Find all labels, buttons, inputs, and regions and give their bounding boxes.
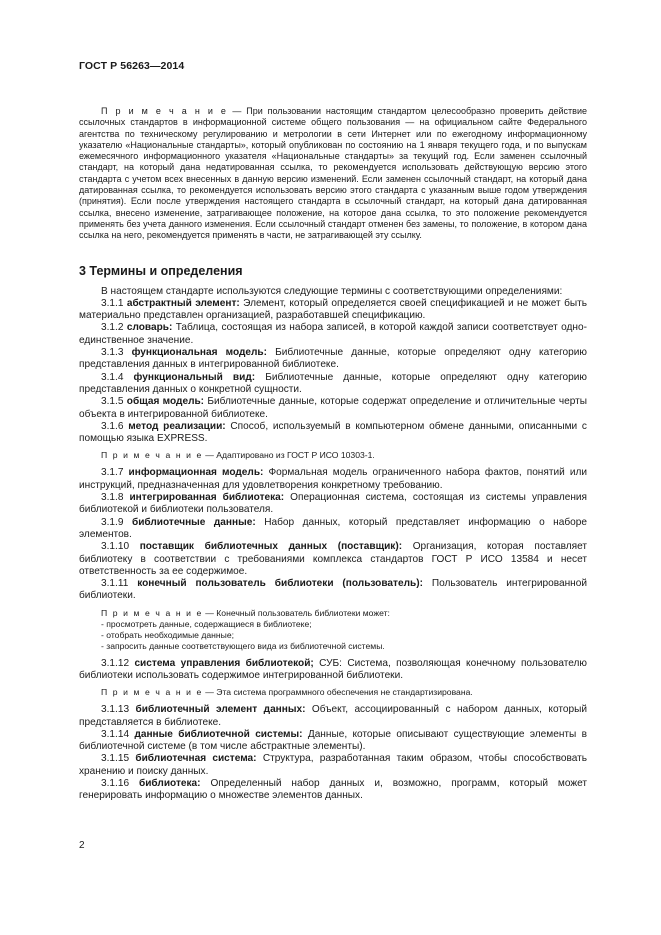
term-name: поставщик библиотечных данных (поставщик): bbox=[139, 541, 403, 553]
term-number: 3.1.14 bbox=[101, 728, 135, 740]
term-definition: Структура, разработанная таким образом, чтобы способствовать хранению и поиску данных. bbox=[79, 753, 587, 777]
term-definition: Объект, ассоциированный с набором данных, который представляется в библиотеке. bbox=[79, 704, 587, 728]
term-number: 3.1.15 bbox=[101, 753, 136, 765]
note-label: П р и м е ч а н и е bbox=[101, 687, 203, 698]
term-number: 3.1.5 bbox=[101, 396, 127, 408]
term-entry bbox=[79, 467, 587, 492]
term-name: библиотечный элемент данных: bbox=[135, 704, 306, 716]
term-note bbox=[79, 687, 587, 698]
term-entry bbox=[79, 298, 587, 323]
term-entry bbox=[79, 322, 587, 347]
term-number: 3.1.11 bbox=[101, 578, 138, 590]
term-name: словарь: bbox=[126, 322, 173, 334]
term-name: абстрактный элемент: bbox=[126, 297, 240, 309]
note-label: П р и м е ч а н и е bbox=[101, 106, 228, 116]
term-definition: Библиотечные данные, которые содержат определение и отличительные черты объекта в интегрированной библиотеке. bbox=[79, 396, 587, 420]
term-number: 3.1.12 bbox=[101, 657, 135, 669]
term-number: 3.1.9 bbox=[101, 516, 132, 528]
note-text: — Адаптировано из ГОСТ Р ИСО 10303-1. bbox=[202, 450, 375, 461]
term-definition: СУБ: Система, позволяющая конечному пользователю библиотеки использовать содержимое интегрированной библиотеки. bbox=[79, 657, 587, 681]
term-number: 3.1.16 bbox=[101, 778, 139, 790]
term-entry bbox=[79, 578, 587, 603]
term-definition: Организация, которая поставляет библиотеку в соответствии с требованиями комплекса стандартов ГОСТ Р ИСО 13584 и несет ответственность за ее содержимое. bbox=[79, 541, 587, 577]
term-name: общая модель: bbox=[126, 396, 205, 408]
term-number: 3.1.1 bbox=[101, 297, 127, 309]
term-number: 3.1.2 bbox=[101, 322, 127, 334]
term-entry bbox=[79, 372, 587, 397]
term-name: интегрированная библиотека: bbox=[129, 492, 285, 504]
term-definition: Набор данных, который представляет информацию о наборе элементов. bbox=[79, 516, 587, 540]
term-definition: Операционная система, состоящая из системы управления библиотекой и библиотеки пользователя. bbox=[79, 492, 587, 516]
section-title: 3 Термины и определения bbox=[79, 263, 243, 278]
term-entry bbox=[79, 729, 587, 754]
term-entry bbox=[79, 396, 587, 421]
term-entry bbox=[79, 421, 587, 446]
term-name: система управления библиотекой; bbox=[134, 657, 314, 669]
note-text: — Конечный пользователь библиотеки может: bbox=[202, 607, 390, 618]
note-label: П р и м е ч а н и е bbox=[101, 607, 203, 618]
note-label: П р и м е ч а н и е bbox=[101, 450, 203, 461]
term-number: 3.1.8 bbox=[101, 492, 130, 504]
note-list-item: - отобрать необходимые данные; bbox=[101, 629, 234, 640]
term-number: 3.1.3 bbox=[101, 347, 132, 359]
term-number: 3.1.10 bbox=[101, 541, 140, 553]
term-number: 3.1.13 bbox=[101, 704, 136, 716]
term-definition: Библиотечные данные, которые определяют одну категорию представления данных о конкретной сущности. bbox=[79, 371, 587, 395]
term-name: информационная модель: bbox=[128, 467, 264, 479]
term-entry bbox=[79, 492, 587, 517]
term-definition: Библиотечные данные, которые определяют одну категорию представления данных в интегрированной библиотеке. bbox=[79, 347, 587, 371]
term-note-list bbox=[79, 608, 587, 652]
note-list-item: - просмотреть данные, содержащиеся в библиотеке; bbox=[101, 618, 312, 629]
term-number: 3.1.7 bbox=[101, 467, 129, 479]
term-entry bbox=[79, 347, 587, 372]
note-list-item: - запросить данные соответствующего вида из библиотечной системы. bbox=[101, 640, 385, 651]
term-definition: Способ, используемый в компьютерном обмене данными, описанными с помощью языка EXPRESS. bbox=[79, 420, 587, 445]
reference-note bbox=[79, 106, 587, 242]
term-name: функциональный вид: bbox=[133, 371, 256, 383]
term-definition: Формальная модель ограниченного набора фактов, понятий или инструкций, предназначенная для удовлетворения конкретному требованию. bbox=[79, 467, 587, 491]
term-entry bbox=[79, 704, 587, 729]
term-number: 3.1.4 bbox=[101, 371, 134, 383]
term-definition: Определенный набор данных и, возможно, программ, который может генерировать информацию о множестве элементов данных. bbox=[79, 778, 587, 802]
term-name: библиотека: bbox=[138, 778, 201, 790]
section-intro: В настоящем стандарте используются следующие термины с соответствующими определениями: bbox=[101, 285, 563, 297]
term-number: 3.1.6 bbox=[101, 420, 129, 432]
term-entry bbox=[79, 753, 587, 778]
term-entry bbox=[79, 658, 587, 683]
document-header: ГОСТ Р 56263—2014 bbox=[79, 60, 185, 72]
term-definition: Таблица, состоящая из набора записей, в которой каждой записи соответствует одно-единственное значение. bbox=[79, 322, 587, 346]
term-definition: Пользователь интегрированной библиотеки. bbox=[79, 578, 587, 602]
term-name: библиотечная система: bbox=[135, 753, 257, 765]
page-number: 2 bbox=[79, 840, 85, 851]
term-entry bbox=[79, 778, 587, 803]
term-definition: Данные, которые описывают существующие элементы в библиотечной системе (в том числе абстрактные элементы). bbox=[79, 728, 587, 753]
term-entry bbox=[79, 517, 587, 542]
term-name: библиотечные данные: bbox=[131, 516, 256, 528]
term-definition: Элемент, который определяется своей спецификацией и не может быть материально представлен организацией, разработавшей спецификацию. bbox=[79, 297, 587, 322]
note-heading bbox=[101, 608, 587, 619]
term-name: данные библиотечной системы: bbox=[134, 728, 303, 740]
term-name: конечный пользователь библиотеки (пользователь): bbox=[137, 578, 423, 590]
page-content bbox=[79, 106, 587, 803]
term-entry bbox=[79, 541, 587, 578]
term-name: метод реализации: bbox=[128, 420, 226, 432]
term-name: функциональная модель: bbox=[131, 347, 267, 359]
note-text: — Эта система программного обеспечения не стандартизирована. bbox=[202, 687, 473, 698]
term-note bbox=[79, 450, 587, 461]
note-text: — При пользовании настоящим стандартом целесообразно проверить действие ссылочных стандартов в информационной системе общего пользования — на официальном сайте Федерального агентства по техническому регулированию и метрологии в сети Интернет или по ежегодному информационному указателю «Национальные стандарты», который опубликован по состоянию на 1 января текущего года, и по выпускам ежемесячного информационного указателя «Национальные стандарты» за текущий год. Если заменен ссылочный стандарт, на который дана недатированная ссылка, то рекомендуется использовать действующую версию этого стандарта с учетом всех внесенных в данную версию изменений. Если заменен ссылочный стандарт, на который дана датированная ссылка, то рекомендуется использовать версию этого стандарта с указанным выше годом утверждения (принятия). Если после утверждения настоящего стандарта в ссылочный стандарт, на который дана датированная ссылка, внесено изменение, затрагивающее положение, на которое дана ссылка, то это положение рекомендуется применять без учета данного изменения. Если ссылочный стандарт отменен без замены, то положение, в котором дана ссылка на него, рекомендуется применять в части, не затрагивающей эту ссылку. bbox=[79, 106, 587, 241]
